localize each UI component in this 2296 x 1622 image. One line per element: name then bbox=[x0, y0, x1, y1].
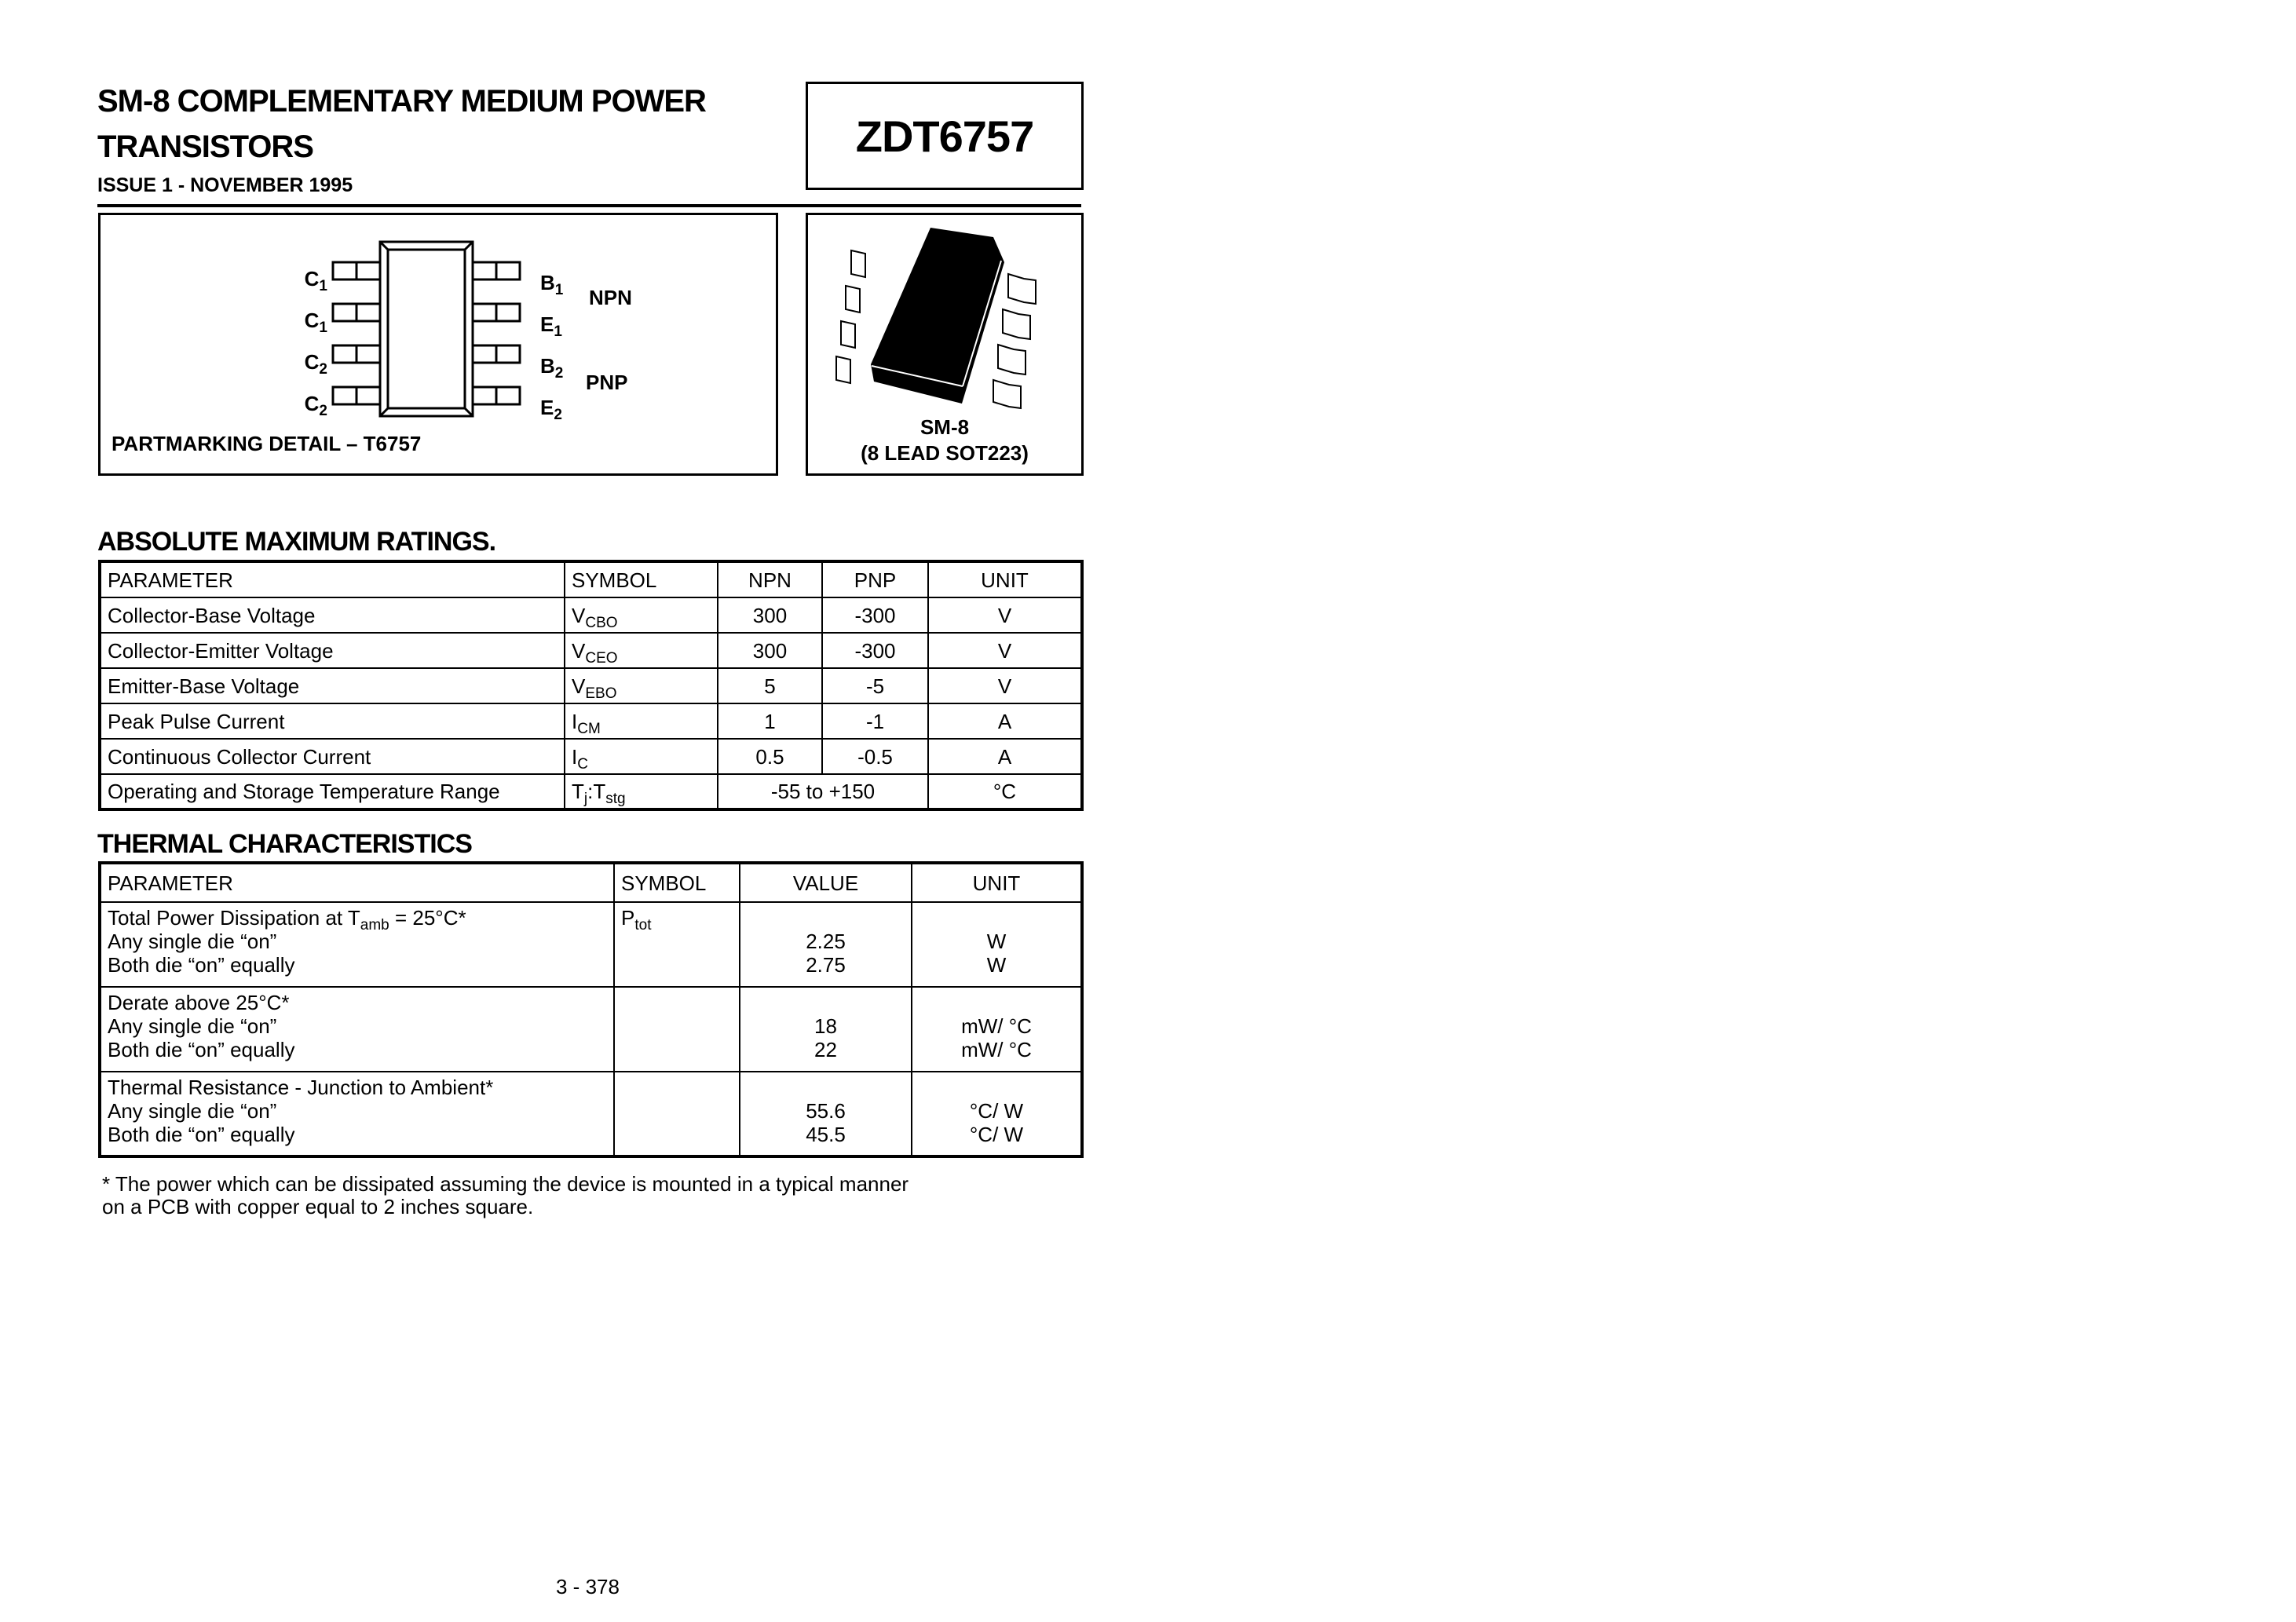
footnote-line-2: on a PCB with copper equal to 2 inches square. bbox=[102, 1195, 534, 1218]
package-caption bbox=[808, 415, 1081, 466]
footnote-line-1: * The power which can be dissipated assuming the device is mounted in a typical manner bbox=[102, 1172, 909, 1196]
parameter-cell: Collector-Emitter Voltage bbox=[100, 633, 565, 668]
value-cell: 55.6 45.5 bbox=[740, 1072, 912, 1156]
abs-max-heading: ABSOLUTE MAXIMUM RATINGS. bbox=[97, 527, 496, 557]
parameter-cell: Operating and Storage Temperature Range bbox=[100, 774, 565, 809]
table-row-derate bbox=[100, 987, 1082, 1072]
package-box bbox=[806, 213, 1084, 476]
header-symbol: SYMBOL bbox=[565, 561, 718, 597]
footnote bbox=[102, 1173, 909, 1218]
pnp-cell: -300 bbox=[822, 597, 928, 633]
page-number: 3 - 378 bbox=[556, 1575, 620, 1598]
parameter-cell: Thermal Resistance - Junction to Ambient* Any single die “on” Both die “on” equally bbox=[100, 1072, 614, 1156]
pinout-box bbox=[98, 213, 778, 476]
unit-cell: W W bbox=[912, 902, 1082, 987]
unit-cell: °C bbox=[928, 774, 1082, 809]
symbol-cell: $I_{CM}$ bbox=[565, 703, 718, 739]
pnp-cell: -300 bbox=[822, 633, 928, 668]
pin-label-e1: $E_1$ bbox=[540, 312, 562, 340]
package-name: SM-8 bbox=[919, 415, 970, 439]
symbol-cell bbox=[614, 987, 740, 1072]
table-header-row bbox=[100, 561, 1082, 597]
pin-label-c1: $C_1$ bbox=[304, 309, 327, 336]
part-number: ZDT6757 bbox=[855, 111, 1034, 161]
package-image bbox=[808, 215, 1081, 411]
pin-label-b1: $B_1$ bbox=[540, 271, 564, 298]
header-value: VALUE bbox=[740, 863, 912, 902]
parameter-cell: Collector-Base Voltage bbox=[100, 597, 565, 633]
table-row bbox=[100, 668, 1082, 703]
table-row-power-dissipation bbox=[100, 902, 1082, 987]
pin-label-e2: $E_2$ bbox=[540, 396, 562, 423]
table-row bbox=[100, 739, 1082, 774]
symbol-cell: $I_C$ bbox=[565, 739, 718, 774]
value-cell: -55 to +150 bbox=[718, 774, 928, 809]
symbol-cell: $V_{CEO}$ bbox=[565, 633, 718, 668]
symbol-cell: $T_j:T_{stg}$ bbox=[565, 774, 718, 809]
symbol-cell: $P_{tot}$ bbox=[614, 902, 740, 987]
table-row-temperature bbox=[100, 774, 1082, 809]
parameter-cell: Emitter-Base Voltage bbox=[100, 668, 565, 703]
pin-label-b2: $B_2$ bbox=[540, 354, 564, 382]
thermal-heading: THERMAL CHARACTERISTICS bbox=[97, 829, 472, 859]
table-row-thermal-resistance bbox=[100, 1072, 1082, 1156]
header-symbol: SYMBOL bbox=[614, 863, 740, 902]
value-cell: 18 22 bbox=[740, 987, 912, 1072]
title-line-1: SM-8 COMPLEMENTARY MEDIUM POWER bbox=[97, 84, 706, 119]
symbol-cell: $V_{EBO}$ bbox=[565, 668, 718, 703]
header-unit: UNIT bbox=[928, 561, 1082, 597]
parameter-cell: Continuous Collector Current bbox=[100, 739, 565, 774]
part-number-box bbox=[806, 82, 1084, 190]
table-row bbox=[100, 597, 1082, 633]
pin-label-c1: $C_1$ bbox=[304, 267, 327, 294]
thermal-table bbox=[98, 861, 1084, 1158]
title-line-2: TRANSISTORS bbox=[97, 130, 313, 164]
header-pnp: PNP bbox=[822, 561, 928, 597]
pnp-cell: -0.5 bbox=[822, 739, 928, 774]
npn-cell: 300 bbox=[718, 633, 822, 668]
npn-cell: 1 bbox=[718, 703, 822, 739]
table-row bbox=[100, 633, 1082, 668]
value-cell: 2.25 2.75 bbox=[740, 902, 912, 987]
unit-cell: mW/ °C mW/ °C bbox=[912, 987, 1082, 1072]
pin-label-c2: $C_2$ bbox=[304, 350, 327, 378]
pnp-cell: -5 bbox=[822, 668, 928, 703]
header-rule bbox=[97, 204, 1081, 207]
unit-cell: V bbox=[928, 668, 1082, 703]
symbol-cell bbox=[614, 1072, 740, 1156]
unit-cell: V bbox=[928, 597, 1082, 633]
npn-cell: 0.5 bbox=[718, 739, 822, 774]
header-unit: UNIT bbox=[912, 863, 1082, 902]
npn-cell: 300 bbox=[718, 597, 822, 633]
abs-max-table bbox=[98, 560, 1084, 811]
partmarking-detail: PARTMARKING DETAIL – T6757 bbox=[112, 432, 422, 455]
header-parameter: PARAMETER bbox=[100, 561, 565, 597]
table-row bbox=[100, 703, 1082, 739]
unit-cell: °C/ W °C/ W bbox=[912, 1072, 1082, 1156]
pin-label-c2: $C_2$ bbox=[304, 392, 327, 419]
header-npn: NPN bbox=[718, 561, 822, 597]
symbol-cell: $V_{CBO}$ bbox=[565, 597, 718, 633]
unit-cell: V bbox=[928, 633, 1082, 668]
parameter-cell: Derate above 25°C* Any single die “on” Both die “on” equally bbox=[100, 987, 614, 1072]
header-parameter: PARAMETER bbox=[100, 863, 614, 902]
npn-label: NPN bbox=[589, 286, 632, 309]
parameter-cell: Total Power Dissipation at $T_{amb} = 25^\circ C*$ Any single die “on” Both die “on” equally bbox=[100, 902, 614, 987]
unit-cell: A bbox=[928, 739, 1082, 774]
table-header-row bbox=[100, 863, 1082, 902]
unit-cell: A bbox=[928, 703, 1082, 739]
npn-cell: 5 bbox=[718, 668, 822, 703]
package-description: (8 LEAD SOT223) bbox=[861, 441, 1029, 465]
pnp-cell: -1 bbox=[822, 703, 928, 739]
parameter-cell: Peak Pulse Current bbox=[100, 703, 565, 739]
issue-date: ISSUE 1 - NOVEMBER 1995 bbox=[97, 174, 353, 196]
right-pin-labels bbox=[540, 262, 576, 429]
left-pin-labels bbox=[293, 258, 327, 425]
pnp-label: PNP bbox=[586, 371, 628, 394]
